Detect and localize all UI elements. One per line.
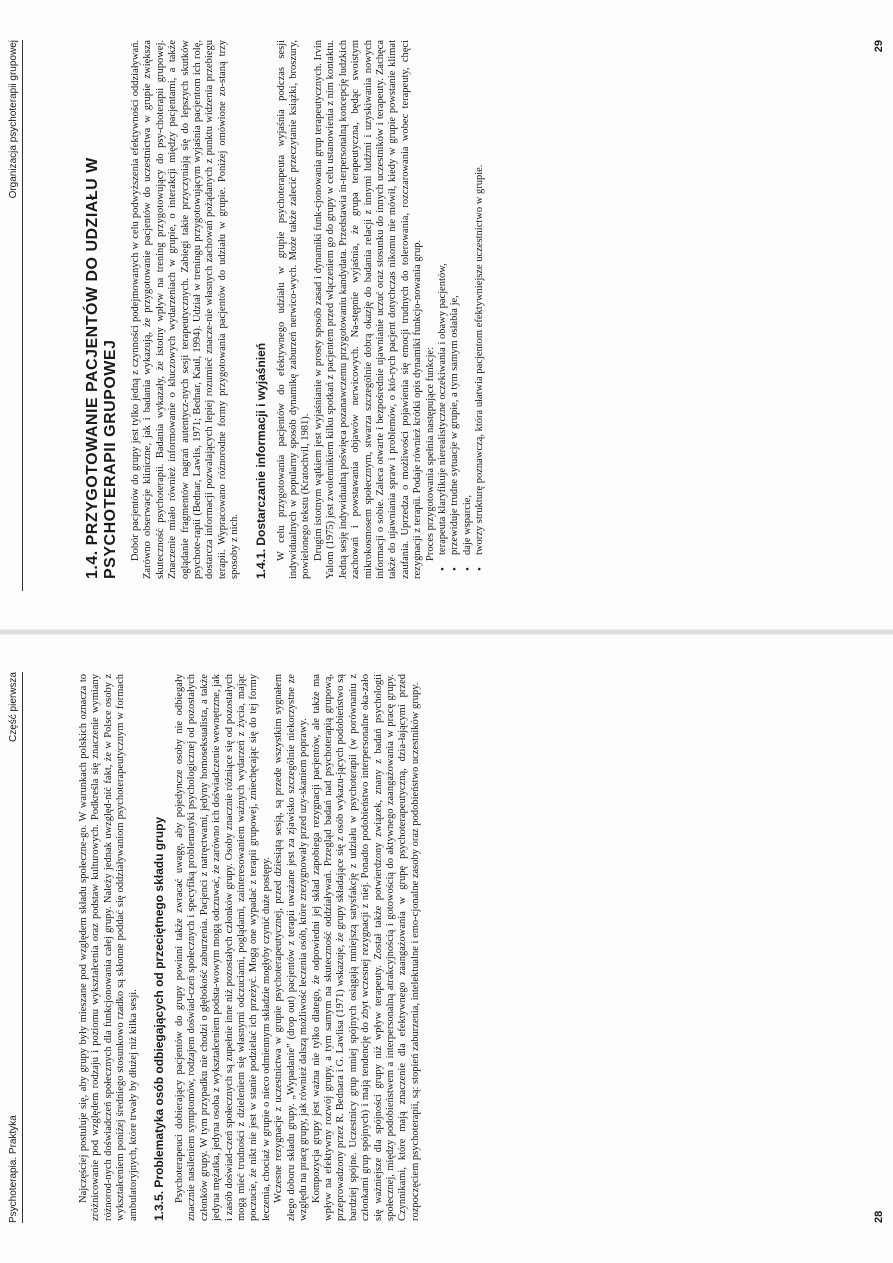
section-heading-1-3-5: 1.3.5. Problematyka osób odbiegających od przeciętnego składu grupy bbox=[152, 816, 167, 1221]
functions-list bbox=[437, 40, 487, 579]
left-running-head-part: Część pierwsza bbox=[8, 672, 19, 743]
left-running-head-title: Psychoterapia. Praktyka bbox=[8, 1115, 19, 1223]
list-item: • przewiduje trudne sytuacje w grupie, a tym samym osłabia je, bbox=[449, 40, 461, 563]
right-page bbox=[0, 0, 893, 631]
body-paragraph: Wczesne rezygnacje z uczestnictwa w grupie psychoterapeutycznej, przed dziesiątą sesją, są przede wszystkim sygnałem złego doboru składu grupy. „Wypadanie” (drop out) pacjentów z terapii uważane jest za zjawisko szczególnie niekorzystne ze względu na pracę grupy, jak również dalszą możliwość leczenia osób, które zrezygnowały przed uzy-skaniem poprawy. bbox=[273, 674, 310, 1221]
left-text-column bbox=[78, 674, 843, 1221]
section-heading-1-4-1: 1.4.1. Dostarczanie informacji i wyjaśnień bbox=[253, 342, 268, 579]
left-page-number: 28 bbox=[873, 1210, 885, 1223]
right-page-number: 29 bbox=[873, 40, 885, 53]
body-paragraph: Dobór pacjentów do grupy jest tylko jedną z czynności podejmowanych w celu podwyższenia efektywności oddziaływań. Zarówno obserwacje kliniczne, jak i badania wykazują, że przygotowanie pacjentów do uczestnictwa w grupie zwiększa skuteczność psychoterapii. Badania wykazały, że istotny wpływ na trening przygotowujący do psy-choterapii grupowej. Znaczenie miało również informowanie o kluczowych wydarzeniach w grupie, o interakcji między pacjentami, a także oglądanie fragmentów nagrań autentycz-nych sesji terapeutycznych. Zabiegi takie przyczyniają się do lepszych skutków psychote-rapii (Bednar, Lawlis, 1971; Bednar, Kaul, 1994). Udział w treningu przygotowującym wyjaśnia pacjentom ich rolę, dostarcza informacji pozwalających lepiej rozumieć znacze-nie własnych zachowań pożądanych z punktu widzenia przebiegu terapii. Wypracowano różnorodne formy przygotowania pacjentów do udziału w grupie. Poniżej omówione zo-staną trzy sposoby z nich. bbox=[130, 40, 241, 579]
body-paragraph: W celu przygotowania pacjentów do efektywnego udziału w grupie psychoterapeuta wyjaśnia podczas sesji indywidualnych w popularny sposób dynamikę zaburzeń nerwico-wych. Może także zalecić przeczytanie książki, broszury, powielonego tekstu (Kratochvil, 1981). bbox=[275, 40, 312, 579]
list-item: • terapeuta klaryfikuje nierealistyczne oczekiwania i obawy pacjentów, bbox=[437, 40, 449, 563]
list-item: • daje wsparcie, bbox=[462, 40, 474, 563]
list-item: • tworzy strukturę poznawczą, która ułatwia pacjentom efektywniejsze uczestnictwo w grupie. bbox=[474, 40, 486, 563]
right-text-column bbox=[84, 40, 843, 579]
right-running-head bbox=[8, 40, 23, 591]
right-running-head-title: Organizacja psychoterapii grupowej bbox=[8, 40, 19, 199]
body-paragraph: Drugim istotnym wątkiem jest wyjaśnianie w prosty sposób zasad i dynamiki funk-cjonowania grup terapeutycznych. Irvin Yalom (1975) jest zwolennikiem kilku spotkań z pacjentem przed włączeniem go do grupy w celu ustanowienia z nim kontaktu. Jedną sesję indywidualną poświęca pozanawczemu przygotowaniu kandydata. Przedstawia in-terpersonalną koncepcję ludzkich zachowań i powstawania objawów nerwicowych. Na-stępnie wyjaśnia, że grupa terapeutyczna, będąc swoistym mikrokosmosem społecznym, stwarza szczególnie dobrą okazję do badania relacji z innymi ludźmi i uzyskiwania nowych informacji o sobie. Zaleca otwarte i bezpośrednie ujawnianie uczuć oraz stosunku do innych uczestników i terapeuty. Zachęca także do ujawniania spraw i problemów, o któ-rych pacjent dotychczas nikomu nie mówił, kiedy w grupie powstanie klimat zaufania. Uprzedza o możliwości pojawienia się emocji trudnych do tolerowania, rozczarowania wobec terapeuty, chęci rezygnacji z terapii. Podaje również krótki opis dynamiki funkcjo-nowania grup. bbox=[312, 40, 424, 579]
left-running-head bbox=[8, 672, 23, 1223]
body-paragraph: Najczęściej postuluje się, aby grupy były mieszane pod względem składu społeczne-go. W warunkach polskich oznacza to zróżnicowanie pod względem rodzaju i poziomu wykształcenia oraz podstaw kulturowych. Podkreśla się znaczenie wymiany różnorod-nych doświadczeń społecznych dla funkcjonowania całej grupy. Należy jednak uwzględ-nić fakt, że w Polsce osoby z wykształceniem poniżej średniego stosunkowo rzadko są skłonne poddać się oddziaływaniom psychoterapeutycznym w formach ambulatoryjnych, które trwały by dłużej niż kilka sesji. bbox=[78, 674, 139, 1221]
left-page bbox=[0, 632, 893, 1263]
body-paragraph: Psychoterapeuci dobierający pacjentów do grupy powinni także zwracać uwagę, aby pojedyncze osoby nie odbiegały znacznie nasileniem symptomów, rodzajem doświad-czeń społecznych i specyfiką problematyki psychologicznej od pozostałych członków grupy. W tym przypadku nie chodzi o głębokość zaburzenia. Pacjenci z natręctwami, jedyny homoseksualista, a także jedyna mężatka, jedyna osoba z wykształceniem podsta-wowym mogą odczuwać, że zarówno ich doświadczenie wewnętrzne, jak i zasób doświad-czeń społecznych są zupełnie inne niż pozostałych członków grupy. Osoby znacznie różniące się od pozostałych mogą mieć trudności z dzieleniem się własnymi odczuciami, poglądami, zainteresowaniem ważnych wydarzeń z życia, mając poczucie, że nikt nie jest w stanie podzielać ich przeżyć. Mogą one wypadać z terapii grupowej, zniechęcając się do tej formy leczenia, chociaż w grupie o nieco odmiennym składzie mogłyby czynić duże postępy. bbox=[174, 674, 272, 1221]
body-paragraph: Proces przygotowania spełnia następujące funkcje: bbox=[424, 346, 436, 561]
body-paragraph: Kompozycja grupy jest ważna nie tylko dlatego, że odpowiedni jej skład zapobiega rezygnacji pacjentów, ale także ma wpływ na efektywny rozwój grupy, a tym samym na skuteczność oddziaływań. Przegląd badań nad psychoterapią grupową, przeprowadzony przez R. Bednara i G. Lawlisa (1971) wskazuje, że grupy składające się z osób wykazu-jących podobieństwo są bardziej spójne. Uczestnicy grup mniej spójnych osiągają mniejszą satysfakcję z udziału w psychoterapii (w porównaniu z członkami grup spójnych) i mają tendencję do zbyt wczesnej rezygnacji z niej. Ponadto podobieństwo interpersonalne oka-zało się ważniejsze dla spójności grupy niż wpływ terapeuty. Został także potwierdzony związek, znany z badań psychologii społecznej, między podobieństwem a interpersonalną atrakcyjnością i gotowością do aktywnego zaangażowania w pracę grupy. Czynnikami, które mają znaczenie dla efektywnego zaangażowania w grupę psychoterapeutyczną, dzia-łającymi przed rozpoczęciem psychoterapii, są: stopień zaburzenia, intelektualne i emo-cjonalne zasoby oraz podobieństwo uczestników grupy. bbox=[310, 674, 421, 1221]
chapter-heading-1-4: 1.4. PRZYGOTOWANIE PACJENTÓW DO UDZIAŁU W PSYCHOTERAPII GRUPOWEJ bbox=[84, 157, 119, 579]
